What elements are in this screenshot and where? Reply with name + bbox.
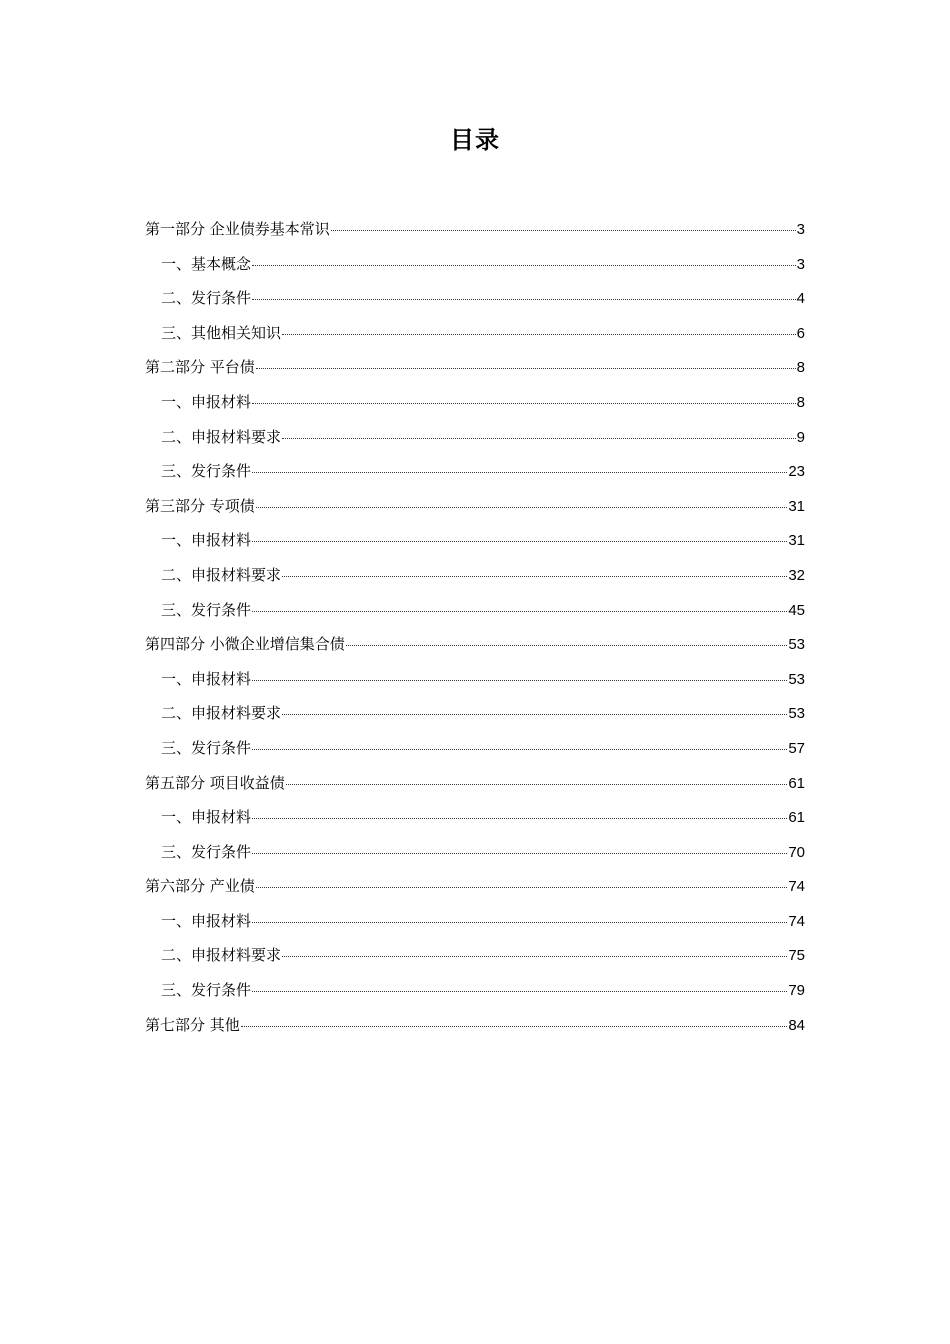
toc-dot-leader: [252, 818, 787, 819]
toc-entry-page-number: 23: [788, 463, 805, 481]
toc-entry-page-number: 74: [788, 912, 805, 930]
toc-dot-leader: [282, 438, 796, 439]
toc-entry[interactable]: [145, 593, 805, 628]
toc-entry-label: 三、发行条件: [161, 738, 252, 757]
toc-entry-page-number: 79: [788, 982, 805, 1000]
toc-entry-label: 二、申报材料要求: [161, 704, 282, 723]
toc-dot-leader: [252, 749, 787, 750]
toc-entry-label: 第五部分 项目收益债: [145, 773, 285, 792]
toc-entry-label: 第一部分 企业债券基本常识: [145, 220, 330, 238]
page-title: 目录: [450, 126, 500, 154]
toc-entry[interactable]: [145, 766, 805, 801]
toc-dot-leader: [282, 334, 796, 335]
toc-entry[interactable]: [145, 523, 805, 558]
toc-dot-leader: [252, 922, 787, 923]
toc-entry-label: 二、申报材料要求: [161, 427, 282, 446]
toc-entry-page-number: 57: [788, 739, 805, 757]
toc-entry-page-number: 70: [788, 843, 805, 861]
toc-entry-label: 一、申报材料: [161, 911, 252, 930]
toc-entry-label: 第三部分 专项债: [145, 496, 255, 515]
toc-dot-leader: [282, 714, 787, 715]
toc-entry-page-number: 8: [796, 359, 805, 377]
toc-entry[interactable]: [145, 869, 805, 904]
toc-entry-label: 一、申报材料: [161, 808, 252, 827]
toc-dot-leader: [252, 403, 796, 404]
toc-entry-page-number: 74: [788, 878, 805, 896]
toc-entry-page-number: 53: [788, 670, 805, 688]
toc-entry[interactable]: [145, 247, 805, 282]
toc-dot-leader: [256, 507, 788, 508]
toc-entry[interactable]: [145, 420, 805, 455]
toc-entry-label: 一、申报材料: [161, 669, 252, 688]
toc-entry-label: 第六部分 产业债: [145, 877, 255, 896]
toc-dot-leader: [252, 680, 787, 681]
toc-entry-page-number: 84: [788, 1016, 805, 1034]
toc-entry-label: 第四部分 小微企业增信集合债: [145, 635, 345, 654]
toc-entry-page-number: 61: [788, 809, 805, 827]
toc-entry[interactable]: [145, 489, 805, 524]
toc-entry[interactable]: [145, 212, 805, 247]
toc-dot-leader: [252, 541, 787, 542]
toc-entry-page-number: 32: [788, 566, 805, 584]
toc-entry[interactable]: [145, 662, 805, 697]
toc-entry-page-number: 3: [796, 221, 805, 238]
toc-entry[interactable]: [145, 973, 805, 1008]
toc-entry[interactable]: [145, 558, 805, 593]
toc-dot-leader: [252, 472, 787, 473]
toc-entry-label: 一、基本概念: [161, 254, 252, 273]
toc-entry-label: 第七部分 其他: [145, 1015, 240, 1034]
toc-entry-page-number: 31: [788, 532, 805, 550]
toc-entry[interactable]: [145, 281, 805, 316]
toc-entry-page-number: 61: [788, 774, 805, 792]
toc-entry[interactable]: [145, 454, 805, 489]
toc-entry-page-number: 75: [788, 947, 805, 965]
toc-entry-label: 二、发行条件: [161, 289, 252, 308]
toc-entry-label: 三、发行条件: [161, 462, 252, 481]
toc-entry-page-number: 31: [788, 497, 805, 515]
toc-entry-label: 二、申报材料要求: [161, 946, 282, 965]
toc-entry-label: 三、发行条件: [161, 600, 252, 619]
toc-entry[interactable]: [145, 627, 805, 662]
toc-dot-leader: [252, 853, 787, 854]
toc-entry[interactable]: [145, 731, 805, 766]
toc-entry[interactable]: [145, 1008, 805, 1043]
toc-dot-leader: [256, 887, 788, 888]
toc-dot-leader: [252, 299, 796, 300]
table-of-contents: [145, 212, 805, 1042]
toc-entry-label: 三、发行条件: [161, 842, 252, 861]
toc-entry-label: 一、申报材料: [161, 392, 252, 411]
toc-entry-label: 三、发行条件: [161, 981, 252, 1000]
toc-dot-leader: [241, 1026, 788, 1027]
toc-entry[interactable]: [145, 800, 805, 835]
toc-entry[interactable]: [145, 938, 805, 973]
toc-entry-page-number: 4: [796, 290, 805, 308]
toc-entry[interactable]: [145, 350, 805, 385]
toc-entry-page-number: 8: [796, 393, 805, 411]
toc-entry-page-number: 9: [796, 428, 805, 446]
toc-dot-leader: [252, 991, 787, 992]
toc-entry[interactable]: [145, 835, 805, 870]
toc-entry-label: 二、申报材料要求: [161, 565, 282, 584]
toc-entry[interactable]: [145, 385, 805, 420]
toc-dot-leader: [256, 368, 796, 369]
toc-dot-leader: [282, 576, 787, 577]
toc-dot-leader: [286, 784, 788, 785]
toc-entry-page-number: 6: [796, 324, 805, 342]
toc-dot-leader: [346, 645, 788, 646]
toc-entry-label: 第二部分 平台债: [145, 358, 255, 377]
toc-entry[interactable]: [145, 316, 805, 351]
toc-dot-leader: [331, 230, 796, 231]
toc-entry-label: 三、其他相关知识: [161, 323, 282, 342]
toc-dot-leader: [282, 956, 787, 957]
toc-entry-label: 一、申报材料: [161, 531, 252, 550]
toc-entry-page-number: 3: [796, 255, 805, 273]
toc-dot-leader: [252, 611, 787, 612]
toc-entry-page-number: 53: [788, 705, 805, 723]
toc-entry-page-number: 53: [788, 636, 805, 654]
toc-dot-leader: [252, 265, 796, 266]
toc-entry[interactable]: [145, 696, 805, 731]
toc-entry[interactable]: [145, 904, 805, 939]
toc-entry-page-number: 45: [788, 601, 805, 619]
